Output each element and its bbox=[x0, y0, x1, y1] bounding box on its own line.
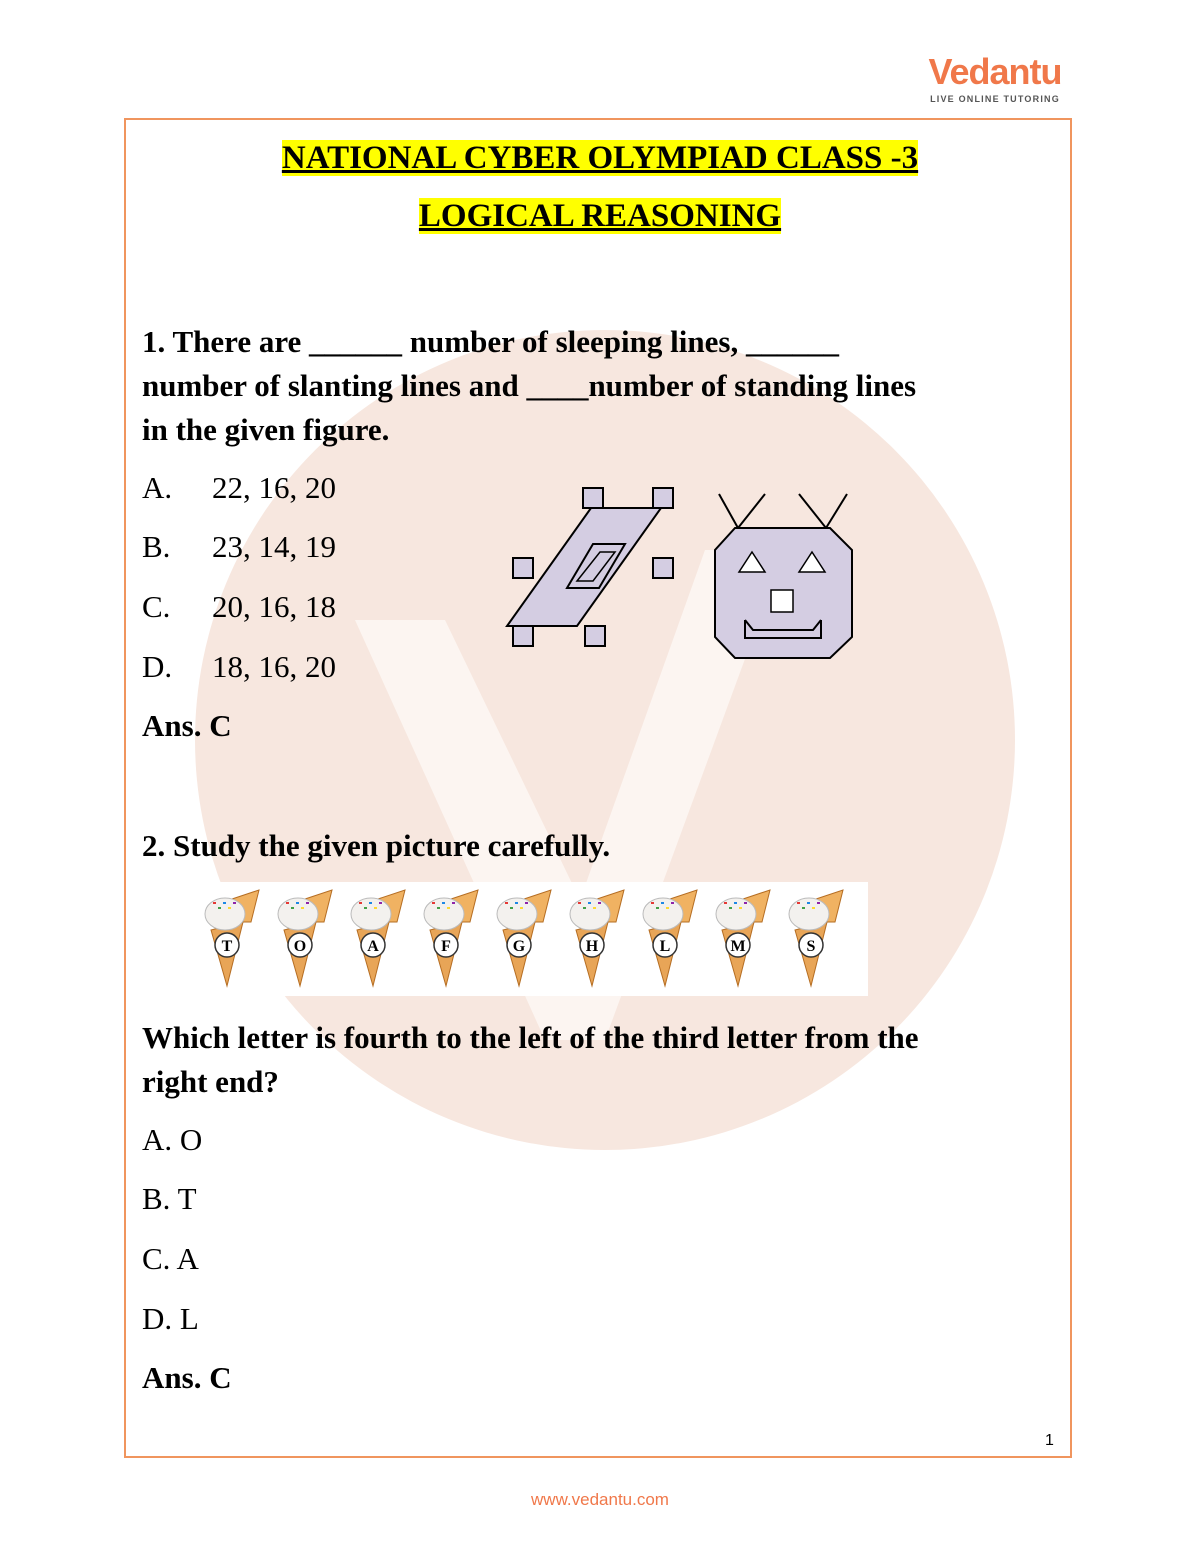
cone-letter: O bbox=[293, 938, 307, 955]
title-line-2 bbox=[0, 198, 1200, 235]
page-border bbox=[124, 118, 1072, 1458]
question-2-heading: 2. Study the given picture carefully. bbox=[142, 828, 611, 863]
q2-option-b: B. T bbox=[142, 1181, 197, 1216]
q2-option-a: A. O bbox=[142, 1122, 203, 1157]
question-1-line-2: number of slanting lines and ____number of standing lines bbox=[142, 368, 917, 403]
option-label: C. bbox=[142, 589, 171, 624]
ice-cream-cone bbox=[424, 890, 478, 986]
question-2-text bbox=[142, 1016, 1042, 1104]
ice-cream-cone bbox=[789, 890, 843, 986]
ice-cream-cone bbox=[351, 890, 405, 986]
cone-letter: M bbox=[730, 938, 746, 955]
q1-figure bbox=[505, 480, 865, 665]
title-text-2: LOGICAL REASONING bbox=[418, 198, 782, 234]
q2-answer: Ans. C bbox=[142, 1360, 232, 1395]
q1-option-c bbox=[142, 589, 336, 625]
question-2-line-2: right end? bbox=[142, 1064, 279, 1099]
option-text: 18, 16, 20 bbox=[212, 649, 336, 684]
cone-letter: T bbox=[221, 938, 233, 955]
ice-cream-cone bbox=[643, 890, 697, 986]
question-2-line-1: Which letter is fourth to the left of the third letter from the bbox=[142, 1020, 919, 1055]
logo-word: Vedantu bbox=[928, 51, 1062, 92]
q1-option-d bbox=[142, 649, 336, 685]
q1-option-b bbox=[142, 529, 336, 565]
ice-cream-cone bbox=[278, 890, 332, 986]
cone-letter: A bbox=[367, 938, 379, 955]
title-line-1 bbox=[0, 140, 1200, 177]
question-1-line-3: in the given figure. bbox=[142, 412, 390, 447]
cone-letter: F bbox=[441, 938, 451, 955]
option-text: 23, 14, 19 bbox=[212, 529, 336, 564]
cone-letter: H bbox=[585, 938, 599, 955]
question-1-line-1: 1. There are ______ number of sleeping lines, ______ bbox=[142, 324, 839, 359]
q1-answer: Ans. C bbox=[142, 708, 232, 743]
cone-letter: S bbox=[806, 938, 816, 955]
q2-option-d: D. L bbox=[142, 1301, 199, 1336]
option-label: B. bbox=[142, 529, 171, 564]
ice-cream-cones-picture bbox=[185, 882, 868, 996]
footer-url: www.vedantu.com bbox=[531, 1490, 669, 1509]
ice-cream-cone bbox=[497, 890, 551, 986]
ice-cream-cone bbox=[205, 890, 259, 986]
page-number: 1 bbox=[1045, 1432, 1054, 1449]
robot-face bbox=[715, 494, 852, 658]
logo-tagline: LIVE ONLINE TUTORING bbox=[930, 94, 1060, 104]
q1-option-a bbox=[142, 470, 336, 506]
option-text: 20, 16, 18 bbox=[212, 589, 336, 624]
option-text: 22, 16, 20 bbox=[212, 470, 336, 505]
cone-letter: L bbox=[659, 938, 671, 955]
cone-letter: G bbox=[512, 938, 526, 955]
ice-cream-cone bbox=[570, 890, 624, 986]
option-label: D. bbox=[142, 649, 173, 684]
title-text-1: NATIONAL CYBER OLYMPIAD CLASS -3 bbox=[281, 140, 919, 176]
vedantu-logo bbox=[920, 52, 1070, 104]
option-label: A. bbox=[142, 470, 173, 505]
question-1-text bbox=[142, 320, 1042, 452]
q2-option-c: C. A bbox=[142, 1241, 199, 1276]
ice-cream-cone bbox=[716, 890, 770, 986]
